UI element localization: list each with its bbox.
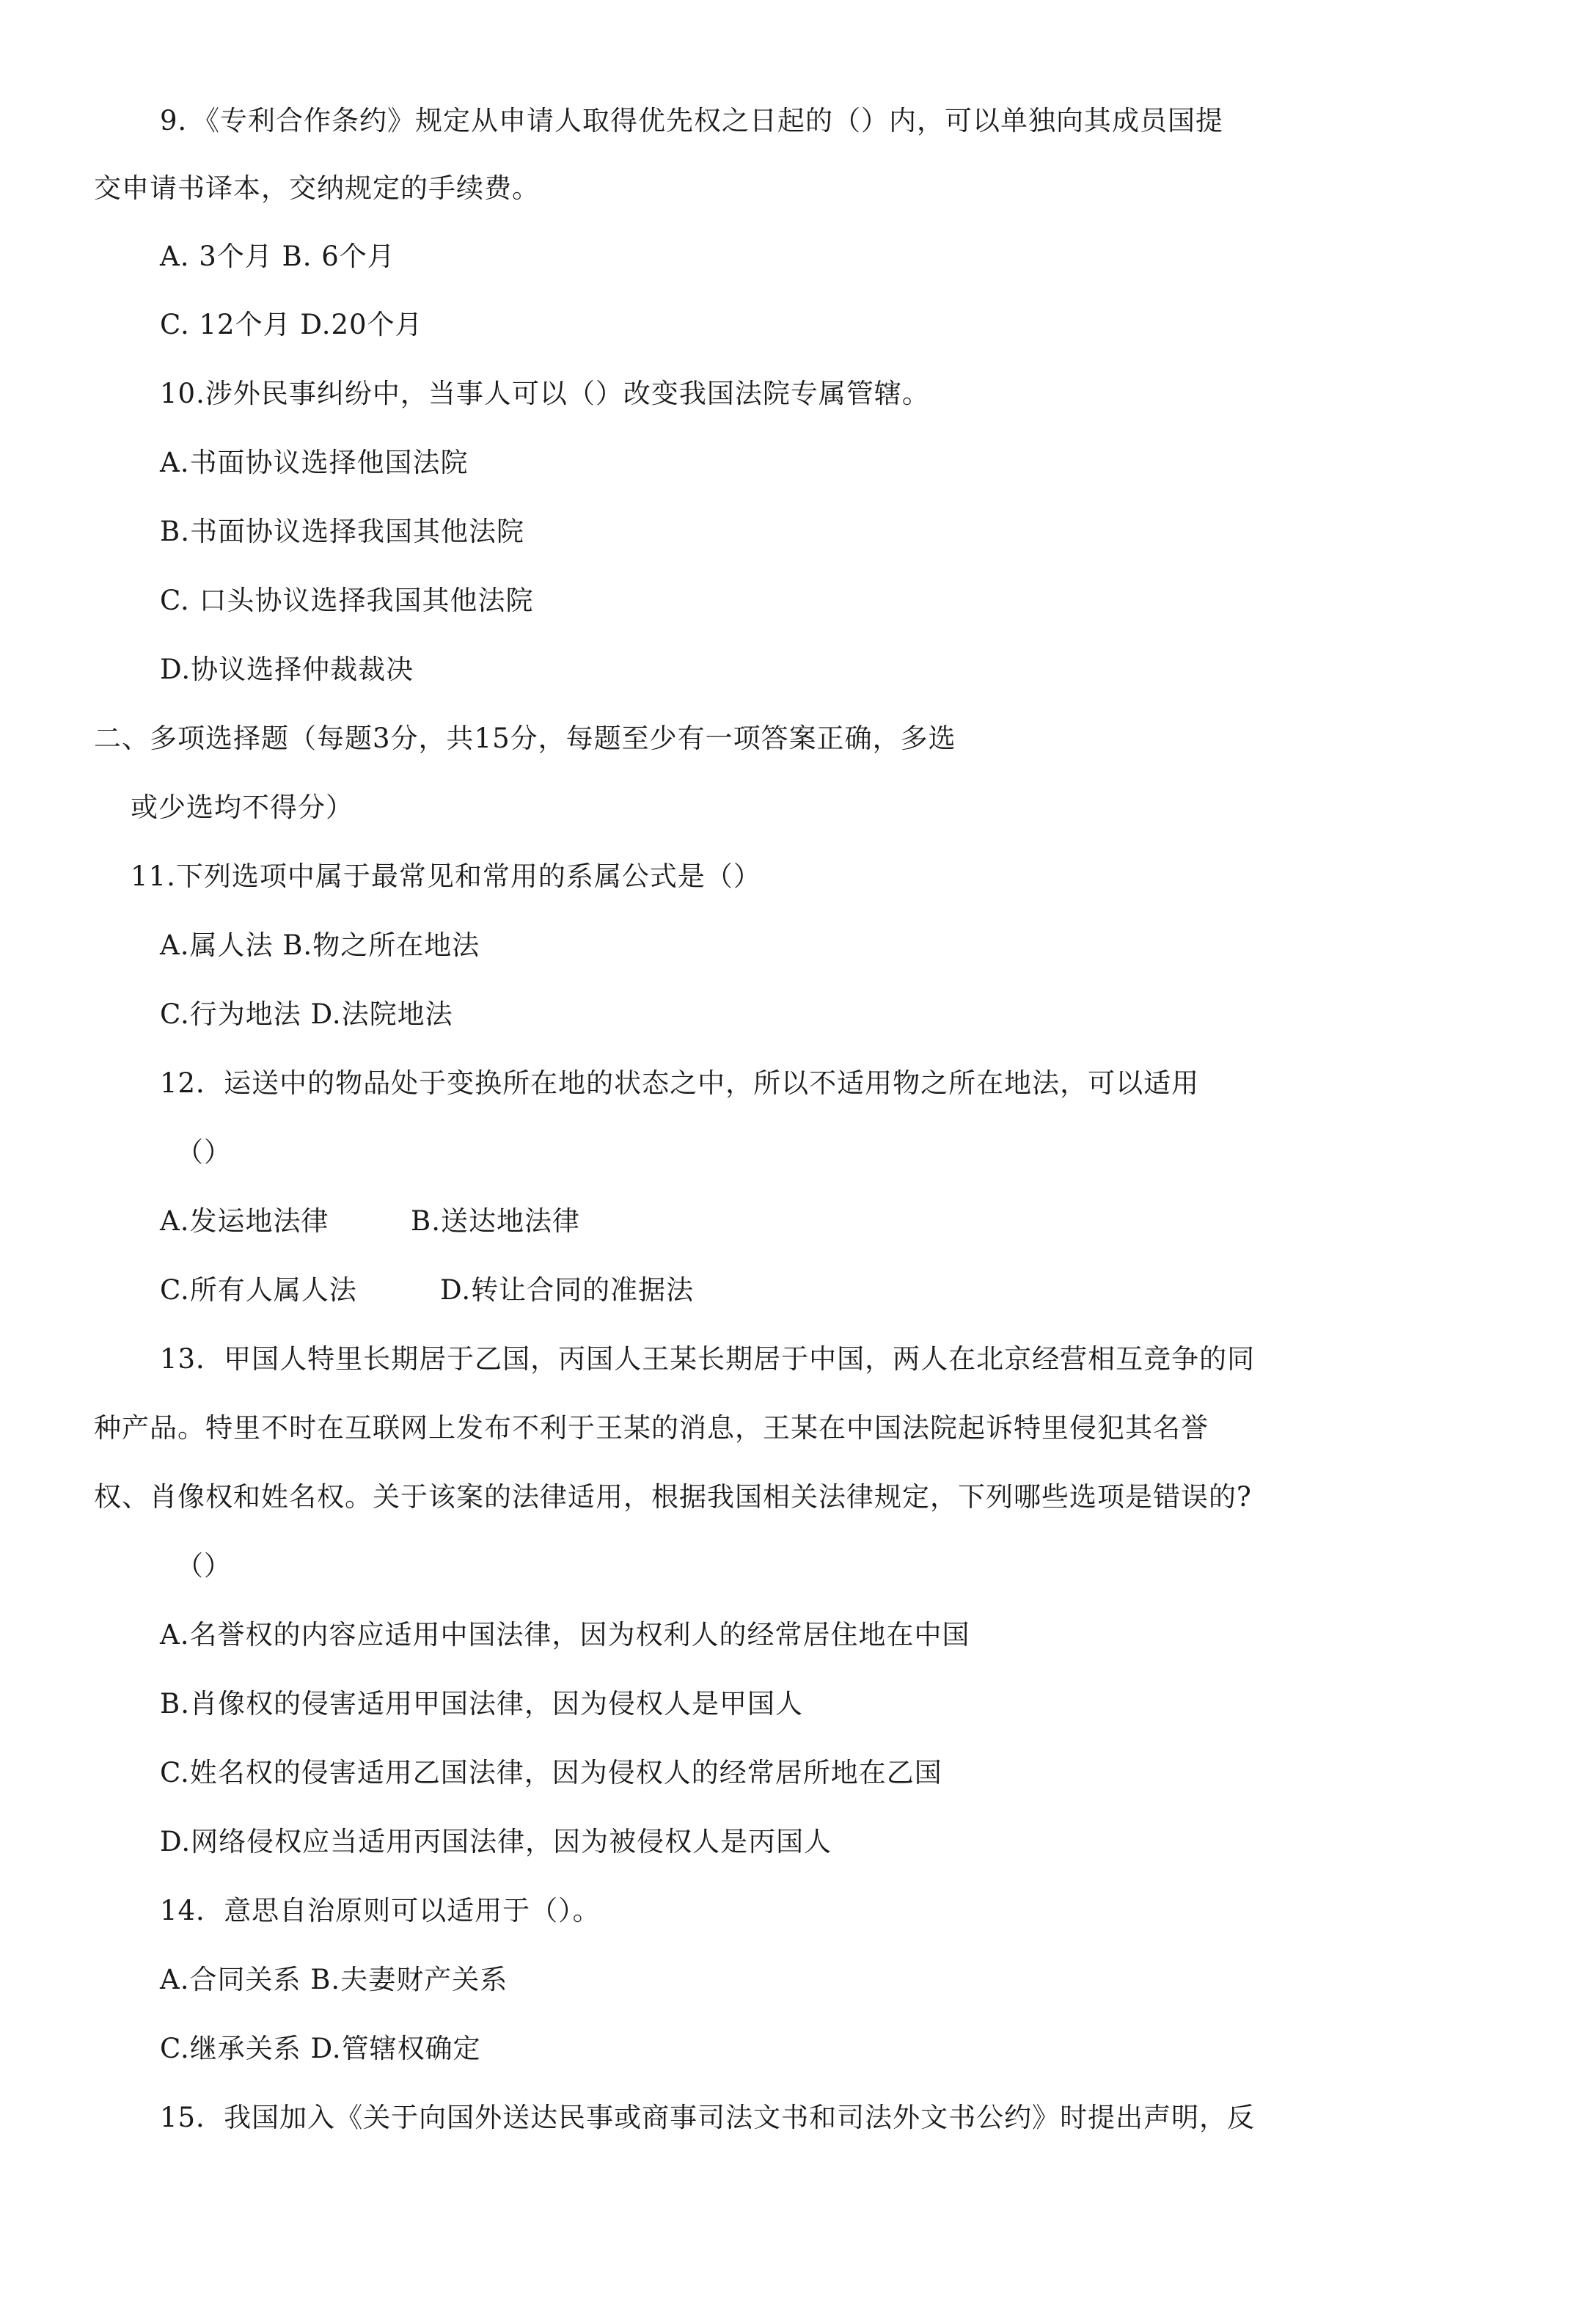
q13-option-c: C.姓名权的侵害适用乙国法律，因为侵权人的经常居所地在乙国 [160,1757,942,1788]
q13-option-b: B.肖像权的侵害适用甲国法律，因为侵权人是甲国人 [160,1688,803,1720]
q13-stem-line4: （） [176,1550,232,1582]
q10-option-c: C. 口头协议选择我国其他法院 [160,585,534,616]
q14-options-line2: C.继承关系 D.管辖权确定 [160,2033,481,2064]
q10-option-a: A.书面协议选择他国法院 [160,447,469,478]
q9-stem-line2: 交申请书译本，交纳规定的手续费。 [94,172,540,204]
q14-options-line1: A.合同关系 B.夫妻财产关系 [160,1964,508,1995]
q12-option-b: B.送达地法律 [411,1205,580,1237]
q11-stem: 11.下列选项中属于最常见和常用的系属公式是（） [131,860,761,892]
q9-options-line2: C. 12个月 D.20个月 [160,309,423,340]
q10-option-b: B.书面协议选择我国其他法院 [160,516,524,547]
q9-stem-line1: 9．《专利合作条约》规定从申请人取得优先权之日起的（）内，可以单独向其成员国提 [160,105,1224,136]
q10-stem: 10.涉外民事纠纷中，当事人可以（）改变我国法院专属管辖。 [160,378,930,409]
q11-options-line2: C.行为地法 D.法院地法 [160,998,453,1030]
q15-stem-line1: 15．我国加入《关于向国外送达民事或商事司法文书和司法外文书公约》时提出声明，反 [160,2102,1256,2133]
q9-options-line1: A. 3个月 B. 6个月 [160,241,395,272]
q13-option-a: A.名誉权的内容应适用中国法律，因为权利人的经常居住地在中国 [160,1619,970,1651]
q13-stem-line2: 种产品。特里不时在互联网上发布不利于王某的消息，王某在中国法院起诉特里侵犯其名誉 [94,1412,1209,1444]
section2-heading-line2: 或少选均不得分） [131,792,354,823]
q11-options-line1: A.属人法 B.物之所在地法 [160,929,480,961]
q12-option-c: C.所有人属人法 [160,1274,357,1306]
section2-heading-line1: 二、多项选择题（每题3分，共15分，每题至少有一项答案正确，多选 [94,723,956,754]
q13-option-d: D.网络侵权应当适用丙国法律，因为被侵权人是丙国人 [160,1826,832,1857]
q14-stem: 14．意思自治原则可以适用于（）。 [160,1895,601,1926]
q12-stem-line2: （） [176,1136,232,1168]
q13-stem-line1: 13．甲国人特里长期居于乙国，丙国人王某长期居于中国，两人在北京经营相互竞争的同 [160,1343,1256,1375]
q12-stem-line1: 12．运送中的物品处于变换所在地的状态之中，所以不适用物之所在地法，可以适用 [160,1067,1200,1099]
q12-option-a: A.发运地法律 [160,1205,329,1237]
q10-option-d: D.协议选择仲裁裁决 [160,654,414,685]
q13-stem-line3: 权、肖像权和姓名权。关于该案的法律适用，根据我国相关法律规定，下列哪些选项是错误的? [94,1481,1252,1513]
q12-option-d: D.转让合同的准据法 [440,1274,695,1306]
